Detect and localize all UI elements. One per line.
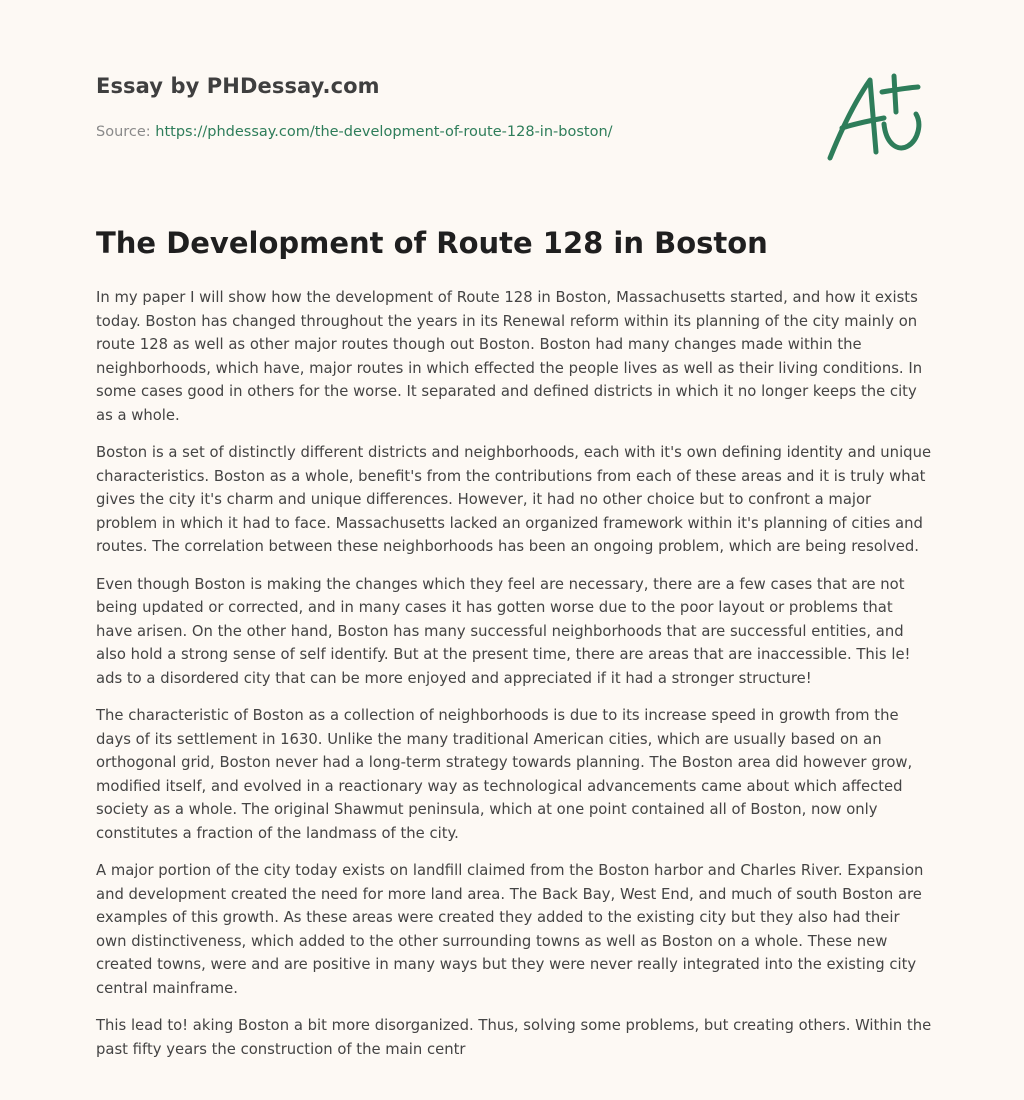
essay-title: The Development of Route 128 in Boston [96,226,768,260]
essay-paragraph: Boston is a set of distinctly different districts and neighborhoods, each with it's own defining identity and unique characteristics. Boston as a whole, benefit's from the contributions from each of these areas and it is truly what gives the city it's charm and unique differences. However, it had no other choice but to confront a major problem in which it had to face. Massachusetts lacked an organized framework within it's planning of cities and routes. The correlation between these neighborhoods has been an ongoing problem, which are being resolved. [96,444,932,555]
a-plus-logo-icon [822,66,928,166]
essay-header [96,74,926,174]
essay-paragraph: This lead to! aking Boston a bit more disorganized. Thus, solving some problems, but creating others. Within the past fifty years the construction of the main centr [96,1017,932,1058]
essay-paragraph: Even though Boston is making the changes which they feel are necessary, there are a few cases that are not being updated or corrected, and in many cases it has gotten worse due to the poor layout or problems that have arisen. On the other hand, Boston has many successful neighborhoods that are successful entities, and also hold a strong sense of self identify. But at the present time, there are areas that are inaccessible. This le! ads to a disordered city that can be more enjoyed and appreciated if it had a stronger structure! [96,575,911,687]
essay-paragraph: The characteristic of Boston as a collection of neighborhoods is due to its increase speed in growth from the days of its settlement in 1630. Unlike the many traditional American cities, which are usually based on an orthogonal grid, Boston never had a long-term strategy towards planning. The Boston area did however grow, modified itself, and evolved in a reactionary way as technological advancements came about which affected society as a whole. The original Shawmut peninsula, which at one point contained all of Boston, now only constitutes a fraction of the landmass of the city. [96,707,913,842]
source-line [96,124,613,140]
essay-paragraph: In my paper I will show how the development of Route 128 in Boston, Massachusetts started, and how it exists today. Boston has changed throughout the years in its Renewal reform within its planning of the city mainly on route 128 as well as other major routes though out Boston. Boston had many changes made within the neighborhoods, which have, major routes in which effected the people lives as well as their living conditions. In some cases good in others for the worse. It separated and defined districts in which it no longer keeps the city as a whole. [96,289,923,424]
source-label: Source: [96,124,156,140]
site-brand: Essay by PHDessay.com [96,74,380,98]
source-link[interactable]: https://phdessay.com/the-development-of-route-128-in-boston/ [155,124,613,140]
essay-body [96,286,932,1075]
essay-paragraph: A major portion of the city today exists on landfill claimed from the Boston harbor and Charles River. Expansion and development created the need for more land area. The Back Bay, West End, and much of south Boston are examples of this growth. As these areas were created they added to the existing city but they also had their own distinctiveness, which added to the other surrounding towns as well as Boston on a whole. These new created towns, were and are positive in many ways but they were never really integrated into the existing city central mainframe. [96,862,924,997]
